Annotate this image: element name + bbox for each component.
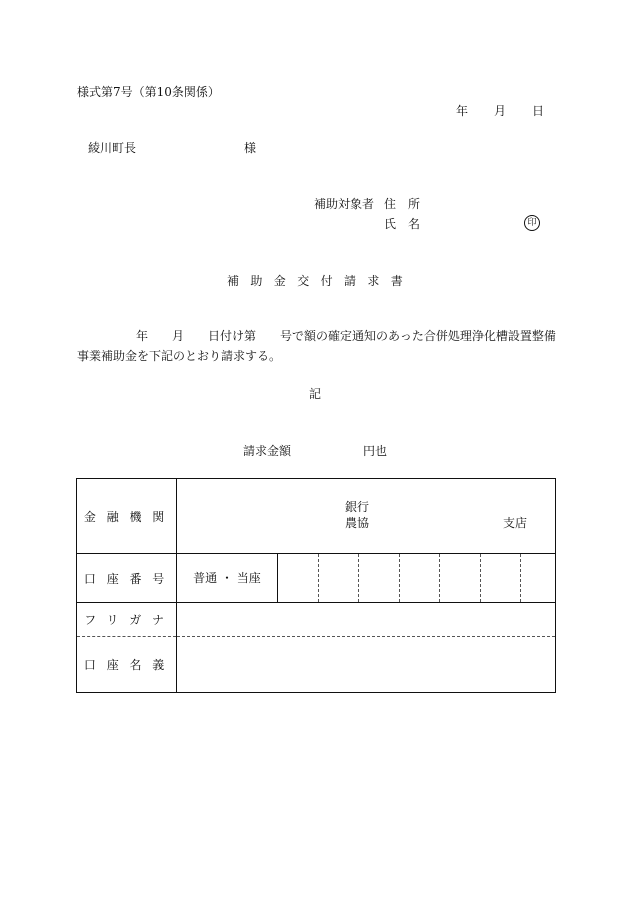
table-row xyxy=(77,603,556,637)
seal-mark: 印 xyxy=(524,215,540,231)
digit-divider xyxy=(399,554,400,602)
bank-info-table xyxy=(76,478,556,693)
branch-suffix: 支店 xyxy=(502,516,527,530)
date-line xyxy=(456,105,544,117)
addressee xyxy=(88,142,256,154)
addressee-honorific: 様 xyxy=(244,141,257,155)
addressee-name: 綾川町長 xyxy=(88,141,137,155)
table-row xyxy=(77,637,556,693)
date-day: 日 xyxy=(532,104,545,118)
digit-divider xyxy=(480,554,481,602)
digit-divider xyxy=(439,554,440,602)
body-text-line-2: 事業補助金を下記のとおり請求する。 xyxy=(77,349,282,363)
form-number: 様式第7号（第10条関係） xyxy=(77,85,220,99)
financial-institution-label: 金融機関 xyxy=(77,479,177,554)
furigana-field[interactable] xyxy=(177,603,556,637)
document-title: 補助金交付請求書 xyxy=(227,274,415,288)
date-month: 月 xyxy=(494,104,507,118)
claim-amount-unit: 円也 xyxy=(363,444,388,458)
bank-suffix: 銀行 xyxy=(345,500,370,514)
account-digit-boxes[interactable] xyxy=(277,554,555,602)
account-number-label: 口座番号 xyxy=(77,554,177,603)
furigana-label: フリガナ xyxy=(77,603,177,637)
applicant-name-label: 氏 名 xyxy=(384,217,421,231)
digit-divider xyxy=(318,554,319,602)
applicant-label: 補助対象者 xyxy=(314,197,375,211)
table-row xyxy=(77,479,556,554)
account-number-field[interactable] xyxy=(177,554,556,603)
date-year: 年 xyxy=(456,104,469,118)
table-row xyxy=(77,554,556,603)
account-name-field[interactable] xyxy=(177,637,556,693)
digit-divider xyxy=(358,554,359,602)
claim-amount-line xyxy=(243,445,387,457)
digit-divider xyxy=(520,554,521,602)
account-name-label: 口座名義 xyxy=(77,637,177,693)
ki-heading: 記 xyxy=(309,387,322,401)
financial-institution-field[interactable] xyxy=(177,479,556,554)
body-text-line-1: 年 月 日付け第 号で額の確定通知のあった合併処理浄化槽設置整備 xyxy=(136,329,556,343)
claim-amount-label: 請求金額 xyxy=(243,444,292,458)
applicant-address-label: 住 所 xyxy=(384,197,421,211)
ja-suffix: 農協 xyxy=(345,516,370,530)
account-type-choice[interactable]: 普通 ・ 当座 xyxy=(177,554,278,602)
